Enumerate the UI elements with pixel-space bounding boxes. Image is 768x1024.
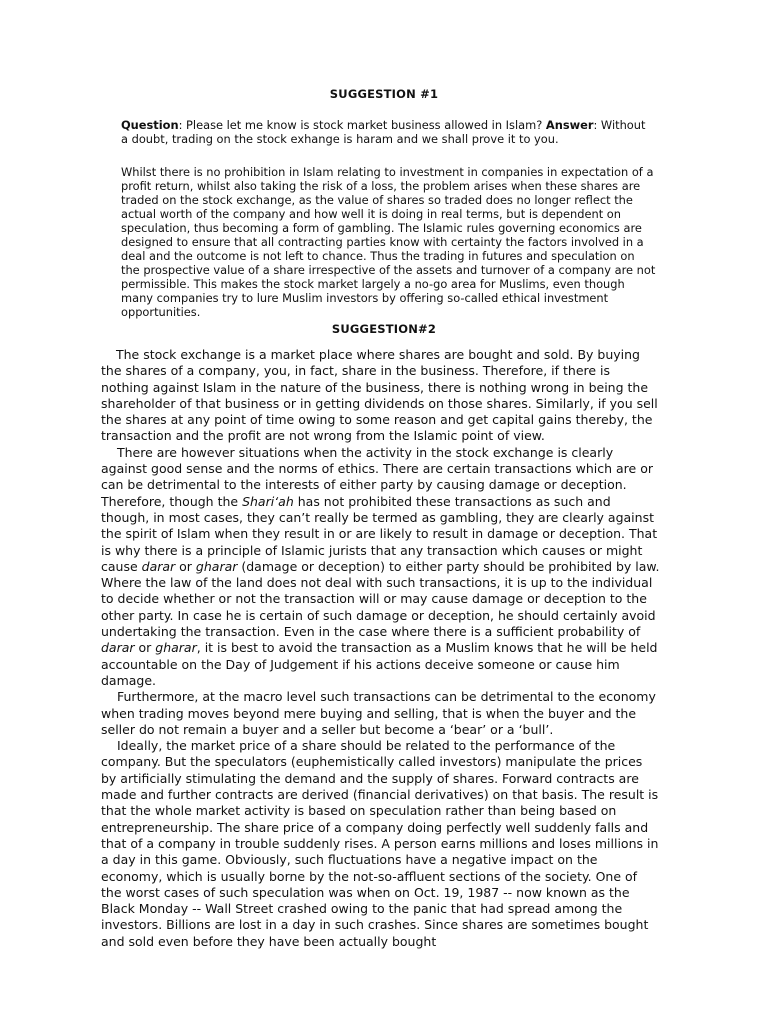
term-darar: darar <box>101 640 135 656</box>
question-answer-block <box>121 118 656 146</box>
paragraph-ethics <box>101 445 661 689</box>
term-darar: darar <box>141 558 176 574</box>
paragraph-market-price: Ideally, the market price of a share should be related to the performance of the company. But the speculators (euphemistically called investors) manipulate the prices by artificially stimulating the demand and the supply of shares. Forward contracts are made and further contracts are derived (financial derivatives) on that basis. The result is that the whole market activity is based on speculation rather than being based on entrepreneurship. The share price of a company doing perfectly well suddenly falls and that of a company in trouble suddenly rises. A person earns millions and loses millions in a day in this game. Obviously, such fluctuations have a negative impact on the economy, which is usually borne by the not-so-affluent sections of the society. One of the worst cases of such speculation was when on Oct. 19, 1987 -- now known as the Black Monday -- Wall Street crashed owing to the panic that had spread among the investors. Billions are lost in a day in such crashes. Since shares are sometimes bought and sold even before they have been actually bought <box>101 738 659 949</box>
suggestion-2-body <box>101 347 661 950</box>
text-run: There are however situations when the activity in the stock exchange is clearly against good sense and the norms of ethics. There are certain transactions which are or can be detrimental to the interests of either party by causing damage or deception. Therefore, though the <box>101 444 654 509</box>
text-run: , it is best to avoid the transaction as a Muslim knows that he will be held accountable on the Day of Judgement if his actions deceive someone or cause him damage. <box>101 640 658 688</box>
question-label: Question <box>121 118 179 132</box>
answer-text: : Without a doubt, trading on the stock exhange is haram and we shall prove it to you. <box>121 118 646 146</box>
text-run: has not prohibited these transactions as such and though, in most cases, they can’t really be termed as gambling, they are clearly against the spirit of Islam when they result in or are likely to result in damage or deception. That is why there is a principle of Islamic jurists that any transaction which causes or might cause <box>101 493 658 574</box>
text-run: or <box>175 558 196 574</box>
term-shariah: Shari‘ah <box>242 493 294 509</box>
answer-label: Answer <box>545 118 594 132</box>
paragraph-macro-level: Furthermore, at the macro level such transactions can be detrimental to the economy when trading moves beyond mere buying and selling, that is when the buyer and the seller do not remain a buyer and a seller but become a ‘bear’ or a ‘bull’. <box>101 689 656 737</box>
term-gharar: gharar <box>195 558 238 574</box>
text-run: or <box>134 640 156 656</box>
paragraph-stock-exchange: The stock exchange is a market place where shares are bought and sold. By buying the shares of a company, you, in fact, share in the business. Therefore, if there is nothing against Islam in the nature of the business, there is nothing wrong in being the shareholder of that business or in getting dividends on those shares. Similarly, if you sell the shares at any point of time owing to some reason and get capital gains thereby, the transaction and the profit are not wrong from the Islamic point of view. <box>101 347 658 444</box>
term-gharar: gharar <box>155 640 197 656</box>
suggestion-1-paragraph: Whilst there is no prohibition in Islam relating to investment in companies in expectation of a profit return, whilst also taking the risk of a loss, the problem arises when these shares are traded on the stock exchange, as the value of shares so traded does no longer reflect the actual worth of the company and how well it is doing in real terms, but is dependent on speculation, thus becoming a form of gambling. The Islamic rules governing economics are designed to ensure that all contracting parties know with certainty the factors involved in a deal and the outcome is not left to chance. Thus the trading in futures and speculation on the prospective value of a share irrespective of the assets and turnover of a company are not permissible. This makes the stock market largely a no-go area for Muslims, even though many companies try to lure Muslim investors by offering so-called ethical investment opportunities. <box>121 165 656 319</box>
text-run: (damage or deception) to either party should be prohibited by law. Where the law of the land does not deal with such transactions, it is up to the individual to decide whether or not the transaction will or may cause damage or deception to the other party. In case he is certain of such damage or deception, he should certainly avoid undertaking the transaction. Even in the case where there is a sufficient probability of <box>101 558 660 640</box>
suggestion-2-heading: SUGGESTION#2 <box>331 322 437 336</box>
question-text: : Please let me know is stock market business allowed in Islam? <box>178 118 546 132</box>
suggestion-1-heading: SUGGESTION #1 <box>329 87 439 101</box>
